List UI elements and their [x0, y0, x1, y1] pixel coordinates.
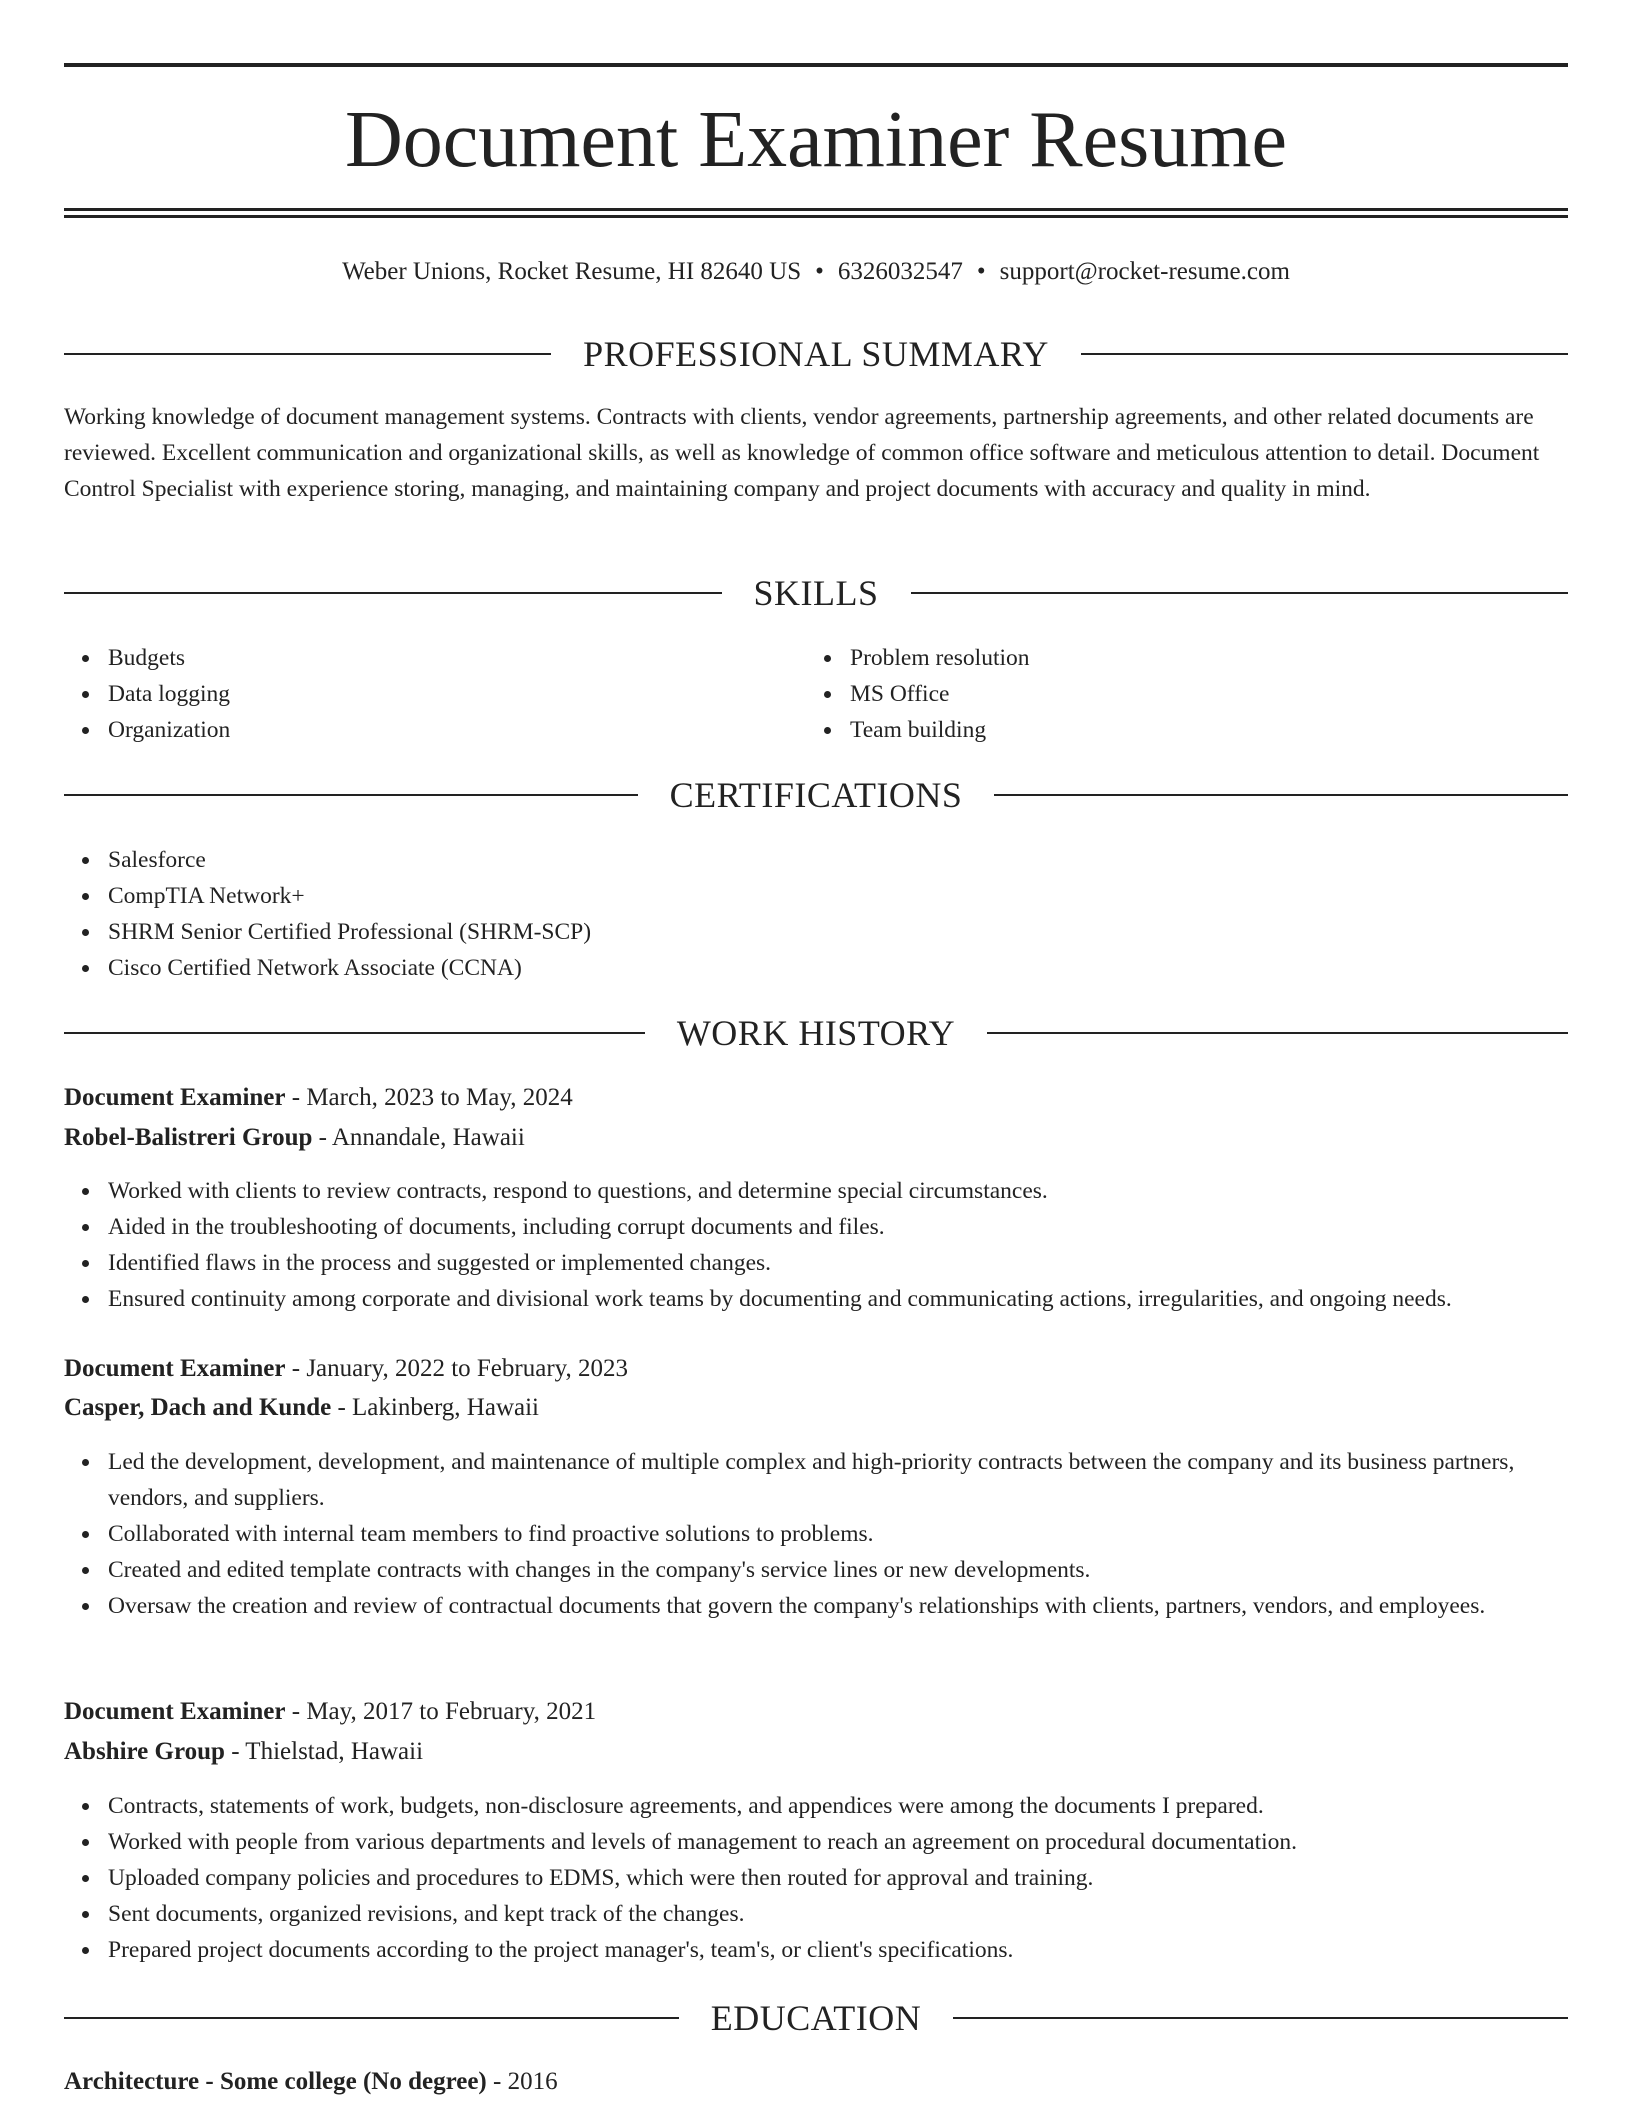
heading-rule — [953, 2017, 1568, 2019]
contact-separator: • — [976, 258, 986, 285]
job-company-line — [64, 1120, 1568, 1156]
section-heading-education — [64, 1996, 1568, 2040]
skill-item: Data logging — [108, 676, 808, 712]
certification-item: SHRM Senior Certified Professional (SHRM-SCP) — [108, 914, 1548, 950]
heading-rule — [64, 1032, 645, 1034]
job-bullet: Uploaded company policies and procedures to EDMS, which were then routed for approval and training. — [108, 1860, 1568, 1896]
heading-rule — [64, 794, 638, 796]
section-heading-label: PROFESSIONAL SUMMARY — [583, 334, 1049, 374]
job-bullet: Led the development, development, and maintenance of multiple complex and high-priority contracts between the company and its business partners, vendors, and suppliers. — [108, 1444, 1568, 1516]
job-company: Abshire Group — [64, 1738, 225, 1765]
heading-rule — [64, 353, 551, 355]
job-title: Document Examiner — [64, 1084, 286, 1111]
heading-rule — [911, 592, 1569, 594]
summary-text: Working knowledge of document management systems. Contracts with clients, vendor agreements, partnership agreements, and other related documents are reviewed. Excellent communication and organizational skills, as well as knowledge of common office software and meticulous attention to detail. Document Control Specialist with experience storing, managing, and maintaining company and project documents with accuracy and quality in mind. — [64, 404, 1540, 502]
job-bullet: Collaborated with internal team members to find proactive solutions to problems. — [108, 1516, 1568, 1552]
heading-rule — [1081, 353, 1568, 355]
job-company: Casper, Dach and Kunde — [64, 1394, 332, 1421]
job-dates: - January, 2022 to February, 2023 — [285, 1355, 629, 1382]
section-heading-label: EDUCATION — [710, 1998, 922, 2038]
job-location: - Annandale, Hawaii — [312, 1124, 525, 1151]
job-bullet: Worked with clients to review contracts, respond to questions, and determine special circumstances. — [108, 1173, 1568, 1209]
certifications-list — [64, 842, 1548, 986]
skills-list-right — [806, 640, 1550, 748]
education-line — [64, 2064, 1568, 2100]
section-heading-label: WORK HISTORY — [676, 1013, 956, 1053]
section-heading-skills — [64, 571, 1568, 615]
job-dates: - May, 2017 to February, 2021 — [285, 1698, 597, 1725]
skill-item: MS Office — [850, 676, 1550, 712]
job-bullets — [64, 1444, 1568, 1624]
contact-email: support@rocket-resume.com — [999, 258, 1290, 285]
job-bullet: Ensured continuity among corporate and divisional work teams by documenting and communicating actions, irregularities, and ongoing needs. — [108, 1281, 1568, 1317]
job-bullet: Worked with people from various departments and levels of management to reach an agreement on procedural documentation. — [108, 1824, 1568, 1860]
heading-rule — [64, 2017, 679, 2019]
contact-separator: • — [815, 258, 824, 285]
job-company-line — [64, 1734, 1568, 1770]
job-title-line — [64, 1694, 1568, 1730]
job-location: - Thielstad, Hawaii — [224, 1738, 424, 1765]
certification-item: Salesforce — [108, 842, 1548, 878]
education-degree: Architecture - Some college (No degree) — [64, 2068, 487, 2095]
section-heading-certifications — [64, 773, 1568, 817]
job-bullet: Aided in the troubleshooting of documents, including corrupt documents and files. — [108, 1209, 1568, 1245]
contact-line — [64, 255, 1568, 289]
skill-item: Organization — [108, 712, 808, 748]
job-bullet: Prepared project documents according to the project manager's, team's, or client's specifications. — [108, 1932, 1568, 1968]
education-year: - 2016 — [486, 2068, 558, 2095]
contact-address: Weber Unions, Rocket Resume, HI 82640 US — [342, 258, 802, 285]
job-bullets — [64, 1173, 1568, 1317]
section-heading-summary — [64, 332, 1568, 376]
section-heading-work-history — [64, 1011, 1568, 1055]
job-location: - Lakinberg, Hawaii — [331, 1394, 540, 1421]
job-title: Document Examiner — [64, 1698, 286, 1725]
heading-rule — [994, 794, 1568, 796]
section-heading-label: CERTIFICATIONS — [669, 775, 963, 815]
skills-list-left — [64, 640, 808, 748]
skill-item: Problem resolution — [850, 640, 1550, 676]
certification-item: CompTIA Network+ — [108, 878, 1548, 914]
section-heading-label: SKILLS — [753, 573, 879, 613]
job-bullet: Oversaw the creation and review of contractual documents that govern the company's relationships with clients, partners, vendors, and employees. — [108, 1588, 1568, 1624]
heading-rule — [987, 1032, 1568, 1034]
job-title-line — [64, 1351, 1568, 1387]
heading-rule — [64, 592, 722, 594]
certification-item: Cisco Certified Network Associate (CCNA) — [108, 950, 1548, 986]
title-double-rule — [64, 208, 1568, 218]
contact-phone: 6326032547 — [837, 258, 963, 285]
job-company: Robel-Balistreri Group — [64, 1124, 313, 1151]
job-title-line — [64, 1080, 1568, 1116]
job-title: Document Examiner — [64, 1355, 286, 1382]
job-bullet: Sent documents, organized revisions, and kept track of the changes. — [108, 1896, 1568, 1932]
skill-item: Budgets — [108, 640, 808, 676]
page-title: Document Examiner Resume — [345, 96, 1287, 184]
job-bullets — [64, 1788, 1568, 1968]
job-company-line — [64, 1390, 1568, 1426]
skill-item: Team building — [850, 712, 1550, 748]
job-bullet: Created and edited template contracts with changes in the company's service lines or new developments. — [108, 1552, 1568, 1588]
top-rule — [64, 63, 1568, 67]
job-dates: - March, 2023 to May, 2024 — [285, 1084, 573, 1111]
job-bullet: Contracts, statements of work, budgets, non-disclosure agreements, and appendices were among the documents I prepared. — [108, 1788, 1568, 1824]
job-bullet: Identified flaws in the process and suggested or implemented changes. — [108, 1245, 1568, 1281]
